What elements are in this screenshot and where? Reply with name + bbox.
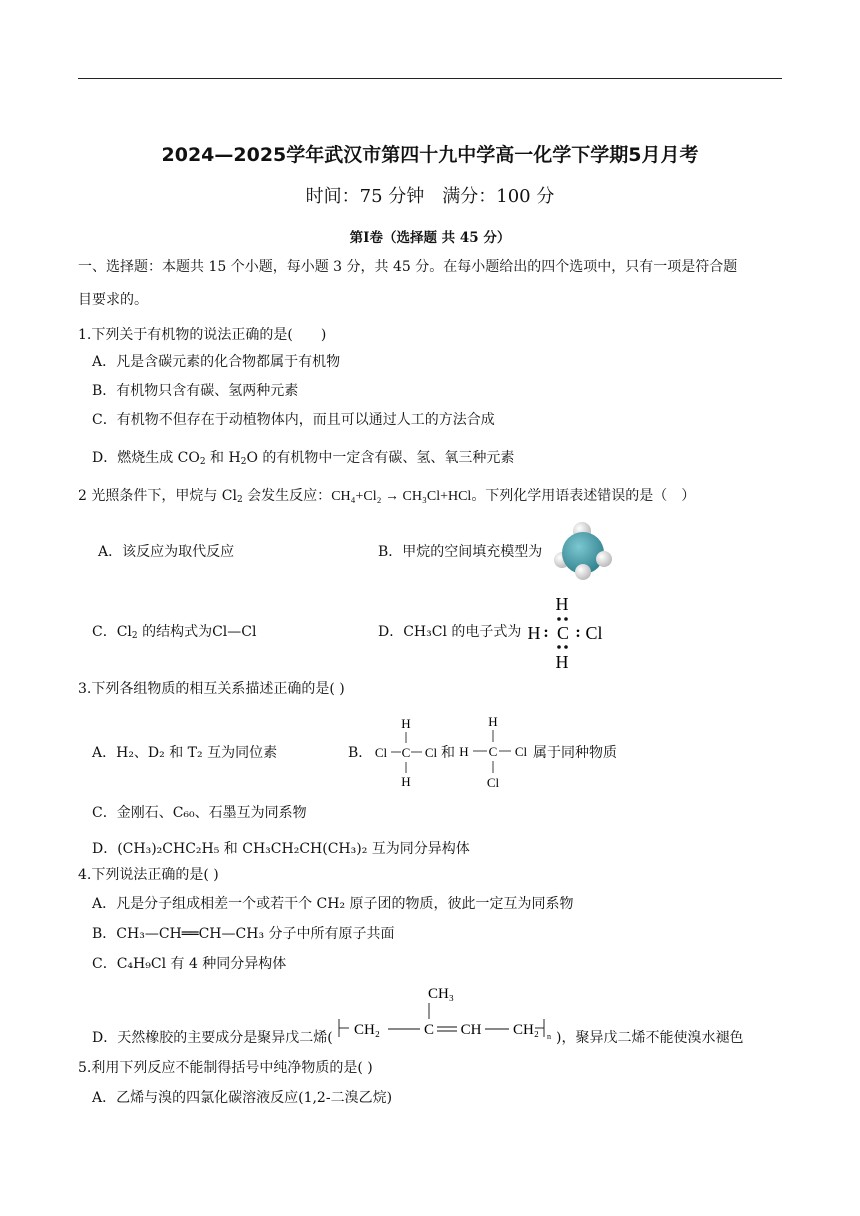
q1-option-a: A．凡是含碳元素的化合物都属于有机物 (92, 354, 341, 370)
polyisoprene-structure (333, 982, 555, 1044)
q2-option-a: A．该反应为取代反应 (98, 544, 235, 560)
q3-option-b-and: 和 (441, 745, 455, 761)
q3-option-d: D．(CH₃)₂CHC₂H₅ 和 CH₃CH₂CH(CH₃)₂ 互为同分异构体 (92, 841, 470, 857)
svg-text:Cl: Cl (424, 745, 438, 760)
q4-option-d-text: D．天然橡胶的主要成分是聚异戊二烯( (92, 1030, 333, 1046)
section-instruction: 一、选择题：本题共 15 个小题，每小题 3 分，共 45 分。在每小题给出的四个选项中，只有一项是符合题 (78, 259, 738, 275)
section-instruction-cont: 目要求的。 (78, 292, 148, 308)
svg-text:H: H (555, 594, 569, 614)
svg-text:H: H (527, 623, 541, 643)
q3-option-b-conclusion: 属于同种物质 (533, 745, 617, 761)
q3-option-a: A．H₂、D₂ 和 T₂ 互为同位素 (92, 745, 278, 761)
q2-equation: CH₄+Cl₂ → CH₃Cl+HCl (331, 489, 472, 504)
svg-text::: : (575, 624, 581, 641)
svg-text:C: C (423, 1022, 435, 1038)
svg-text:Cl: Cl (514, 744, 528, 759)
svg-text:H: H (459, 744, 469, 759)
svg-text:CH₃: CH₃ (427, 986, 455, 1002)
svg-text:CH₂: CH₂ (512, 1022, 540, 1038)
q1-stem: 1.下列关于有机物的说法正确的是( ) (78, 327, 327, 343)
q4-option-a: A．凡是分子组成相差一个或若干个 CH₂ 原子团的物质，彼此一定互为同系物 (92, 896, 574, 912)
q4-option-d-conclusion: )，聚异戊二烯不能使溴水褪色 (556, 1030, 744, 1046)
q2-option-b: B．甲烷的空间填充模型为 (378, 544, 543, 560)
exam-title: 2024—2025学年武汉市第四十九中学高一化学下学期5月月考 (161, 144, 699, 166)
q1-option-b: B．有机物只含有碳、氢两种元素 (92, 383, 299, 399)
svg-text:C: C (556, 623, 570, 643)
q3-option-b-label: B． (348, 745, 373, 761)
chloromethane-electron-formula (522, 593, 612, 673)
q4-option-b: B．CH₃—CH══CH—CH₃ 分子中所有原子共面 (92, 926, 395, 942)
q4-option-c: C．C₄H₉Cl 有 4 种同分异构体 (92, 956, 287, 972)
svg-text:CH₂: CH₂ (353, 1022, 381, 1038)
svg-text:H: H (488, 714, 498, 729)
q2-option-c: C．$Cl_2$ 的结构式为Cl—Cl (92, 624, 257, 641)
volume-heading: 第Ⅰ卷（选择题 共 45 分） (349, 230, 511, 246)
dichloromethane-structure-1 (368, 714, 443, 790)
q5-option-a: A．乙烯与溴的四氯化碳溶液反应(1,2-二溴乙烷) (92, 1090, 393, 1106)
svg-text:Cl: Cl (486, 775, 500, 790)
svg-text:H: H (401, 716, 411, 731)
svg-text:C: C (401, 745, 411, 760)
q2-stem: 2 光照条件下，甲烷与 $Cl_2$ 会发生反应：CH₄+Cl₂ → CH₃Cl+HCl。下列化学用语表述错误的是（ ） (78, 488, 696, 505)
methane-h-atom (575, 564, 591, 580)
q4-stem: 4.下列说法正确的是( ) (78, 867, 219, 883)
svg-text:C: C (488, 744, 498, 759)
svg-text:CH: CH (460, 1022, 482, 1038)
methane-space-filling-model (553, 520, 613, 580)
svg-text:H: H (555, 652, 569, 672)
q3-stem: 3.下列各组物质的相互关系描述正确的是( ) (78, 681, 345, 697)
q2-option-d: D．CH₃Cl 的电子式为 (378, 624, 522, 640)
methane-h-atom (596, 551, 612, 567)
svg-text:Cl: Cl (585, 623, 603, 643)
svg-text::: : (543, 624, 549, 641)
svg-text:n: n (547, 1032, 551, 1041)
q1-option-c: C．有机物不但存在于动植物体内，而且可以通过人工的方法合成 (92, 412, 495, 428)
dichloromethane-structure-2 (455, 712, 533, 792)
q1-option-d: D．燃烧生成 $CO_2$ 和 $H_2O$ 的有机物中一定含有碳、氢、氧三种元素 (92, 450, 515, 467)
exam-time-score: 时间：75 分钟 满分：100 分 (305, 186, 555, 207)
svg-text:Cl: Cl (374, 745, 388, 760)
svg-text:H: H (401, 774, 411, 789)
q5-stem: 5.利用下列反应不能制得括号中纯净物质的是( ) (78, 1060, 373, 1076)
header-rule (78, 78, 782, 79)
q3-option-c: C．金刚石、C₆₀、石墨互为同系物 (92, 805, 307, 821)
